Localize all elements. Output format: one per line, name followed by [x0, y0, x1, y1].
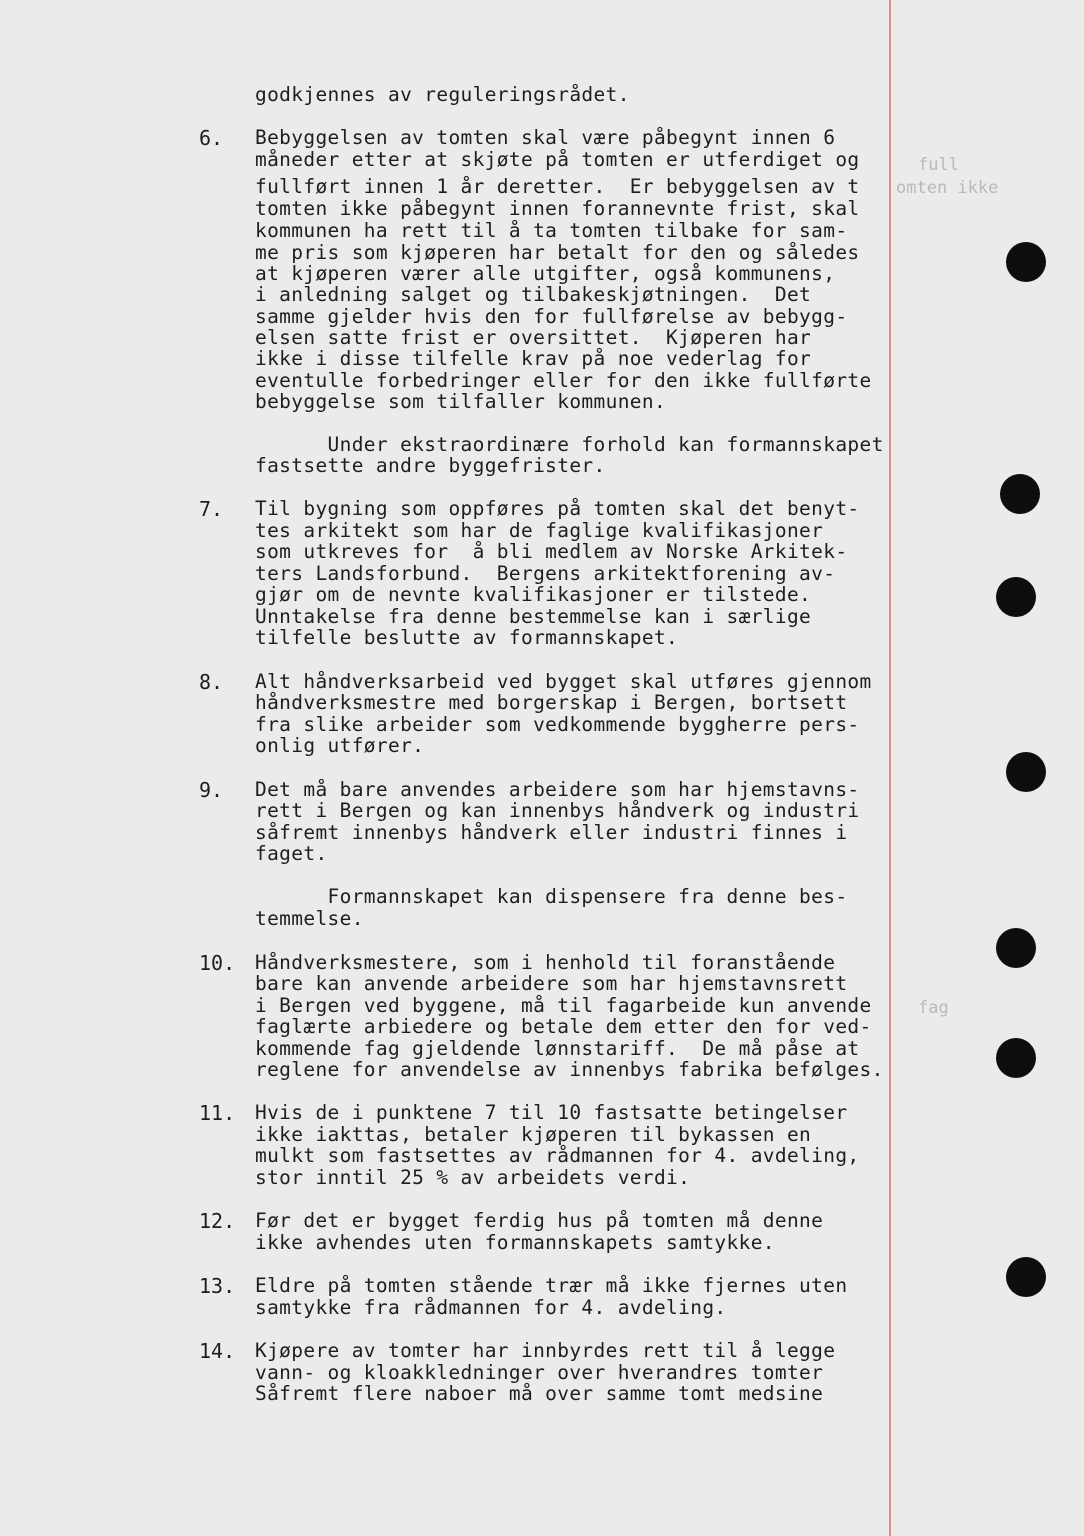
text-line: reglene for anvendelse av innenbys fabrika befølges. — [255, 1058, 884, 1081]
text-line: faglærte arbiedere og betale dem etter den for ved- — [255, 1015, 872, 1038]
margin-note: omten ikke — [896, 178, 999, 198]
text-line: fastsette andre byggefrister. — [255, 454, 606, 477]
text-line: såfremt innenbys håndverk eller industri finnes i — [255, 821, 848, 844]
text-line: som utkreves for å bli medlem av Norske Arkitek- — [255, 540, 848, 563]
punch-hole — [996, 928, 1036, 968]
text-line: kommunen ha rett til å ta tomten tilbake for sam- — [255, 219, 848, 242]
text-line: Under ekstraordinære forhold kan formannskapet — [255, 433, 884, 456]
clause-number: 12. — [199, 1209, 236, 1233]
text-line: godkjennes av reguleringsrådet. — [255, 83, 630, 106]
text-line: faget. — [255, 842, 328, 865]
text-line: måneder etter at skjøte på tomten er utferdiget og — [255, 148, 860, 171]
text-line: tomten ikke påbegynt innen forannevnte frist, skal — [255, 197, 860, 220]
clause-number: 7. — [199, 497, 224, 521]
clause-number: 10. — [199, 951, 236, 975]
text-line: bare kan anvende arbeidere som har hjemstavnsrett — [255, 972, 848, 995]
text-line: onlig utfører. — [255, 734, 425, 757]
punch-hole — [996, 577, 1036, 617]
clause-number: 11. — [199, 1101, 236, 1125]
punch-hole — [1006, 242, 1046, 282]
text-line: i Bergen ved byggene, må til fagarbeide kun anvende — [255, 994, 872, 1017]
text-line: håndverksmestre med borgerskap i Bergen, bortsett — [255, 691, 848, 714]
text-line: Formannskapet kan dispensere fra denne bes- — [255, 885, 848, 908]
punch-hole — [1006, 1257, 1046, 1297]
text-line: tilfelle beslutte av formannskapet. — [255, 626, 679, 649]
clause-number: 13. — [199, 1274, 236, 1298]
text-line: Bebyggelsen av tomten skal være påbegynt innen 6 — [255, 126, 836, 149]
text-line: bebyggelse som tilfaller kommunen. — [255, 390, 667, 413]
punch-hole — [996, 1038, 1036, 1078]
text-line: Såfremt flere naboer må over samme tomt medsine — [255, 1382, 824, 1405]
text-line: Hvis de i punktene 7 til 10 fastsatte betingelser — [255, 1101, 848, 1124]
clause-number: 9. — [199, 778, 224, 802]
red-margin-line — [889, 0, 891, 1536]
text-line: tes arkitekt som har de faglige kvalifikasjoner — [255, 519, 824, 542]
text-line: vann- og kloakkledninger over hverandres tomter — [255, 1361, 824, 1384]
text-line: ters Landsforbund. Bergens arkitektforening av- — [255, 562, 836, 585]
text-line: mulkt som fastsettes av rådmannen for 4. avdeling, — [255, 1144, 860, 1167]
text-line: stor inntil 25 % av arbeidets verdi. — [255, 1166, 691, 1189]
text-line: Før det er bygget ferdig hus på tomten må denne — [255, 1209, 824, 1232]
text-line: Til bygning som oppføres på tomten skal det benyt- — [255, 497, 860, 520]
text-line: samme gjelder hvis den for fullførelse av bebygg- — [255, 305, 848, 328]
text-line: gjør om de nevnte kvalifikasjoner er tilstede. — [255, 583, 812, 606]
text-line: kommende fag gjeldende lønnstariff. De må påse at — [255, 1037, 860, 1060]
clause-number: 6. — [199, 126, 224, 150]
text-line: Håndverksmestere, som i henhold til foranstående — [255, 951, 836, 974]
text-line: Alt håndverksarbeid ved bygget skal utføres gjennom — [255, 670, 872, 693]
text-line: ikke i disse tilfelle krav på noe vederlag for — [255, 347, 812, 370]
text-line: i anledning salget og tilbakeskjøtningen. Det — [255, 283, 812, 306]
text-line: samtykke fra rådmannen for 4. avdeling. — [255, 1296, 727, 1319]
text-line: Kjøpere av tomter har innbyrdes rett til å legge — [255, 1339, 836, 1362]
margin-note: full — [918, 155, 959, 175]
margin-note: fag — [918, 998, 949, 1018]
text-line: at kjøperen værer alle utgifter, også kommunens, — [255, 262, 836, 285]
text-line: eventulle forbedringer eller for den ikke fullførte — [255, 369, 872, 392]
punch-hole — [1000, 474, 1040, 514]
text-line: me pris som kjøperen har betalt for den og således — [255, 241, 860, 264]
text-line: temmelse. — [255, 907, 364, 930]
text-line: ikke iakttas, betaler kjøperen til bykassen en — [255, 1123, 812, 1146]
clause-number: 8. — [199, 670, 224, 694]
text-line: fullført innen 1 år deretter. Er bebyggelsen av t — [255, 175, 860, 198]
clause-number: 14. — [199, 1339, 236, 1363]
text-line: rett i Bergen og kan innenbys håndverk og industri — [255, 799, 860, 822]
text-line: fra slike arbeider som vedkommende byggherre pers- — [255, 713, 860, 736]
text-line: Det må bare anvendes arbeidere som har hjemstavns- — [255, 778, 860, 801]
text-line: elsen satte frist er oversittet. Kjøperen har — [255, 326, 812, 349]
text-line: Eldre på tomten stående trær må ikke fjernes uten — [255, 1274, 848, 1297]
text-line: ikke avhendes uten formannskapets samtykke. — [255, 1231, 775, 1254]
punch-hole — [1006, 752, 1046, 792]
text-line: Unntakelse fra denne bestemmelse kan i særlige — [255, 605, 812, 628]
